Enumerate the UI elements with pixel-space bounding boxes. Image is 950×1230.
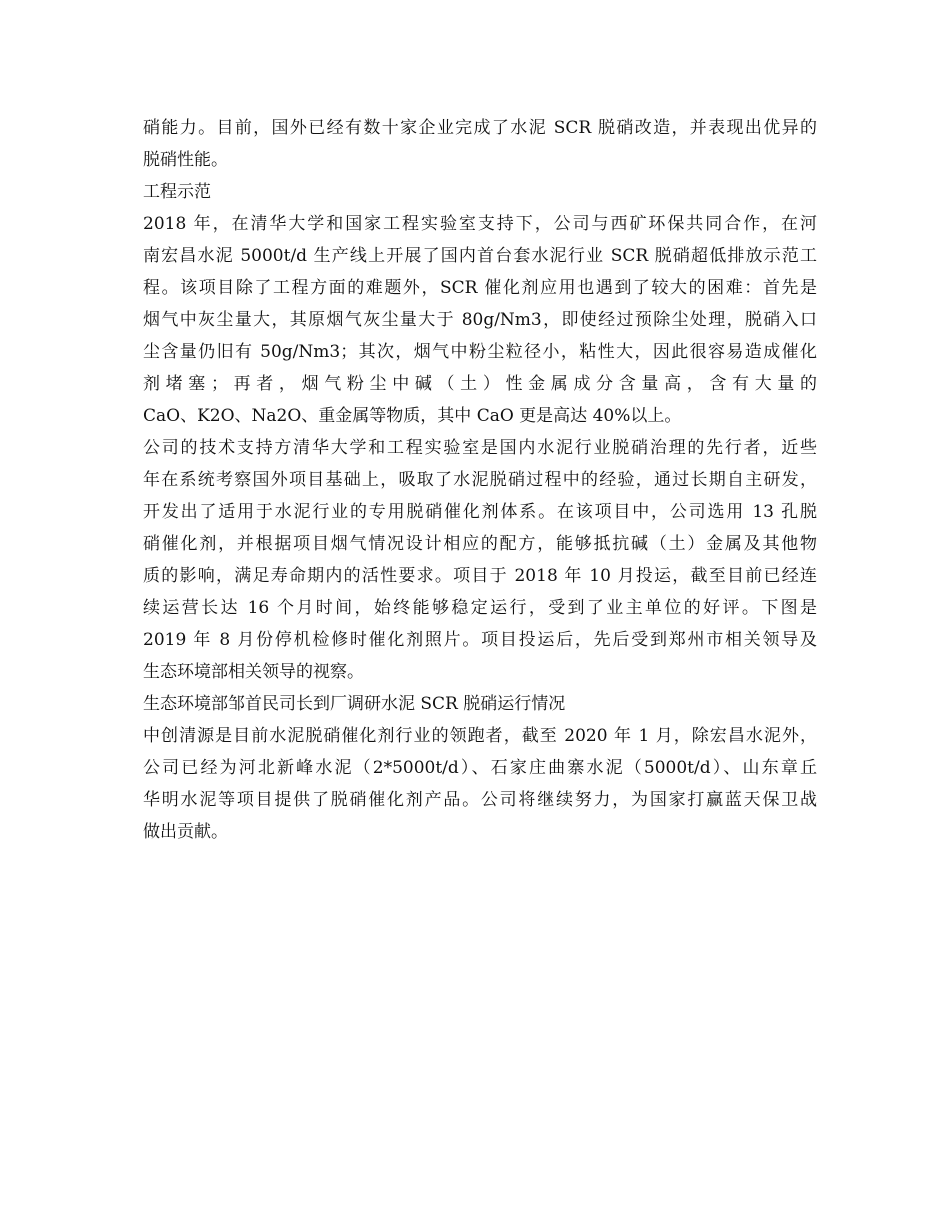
text-line: 尘含量仍旧有 50g/Nm3；其次，烟气中粉尘粒径小，粘性大，因此很容易造成催化: [143, 342, 817, 362]
text-line: 做出贡献。: [143, 822, 228, 842]
text-line: 烟气中灰尘量大，其原烟气灰尘量大于 80g/Nm3，即使经过预除尘处理，脱硝入口: [143, 310, 817, 330]
text-line: 硝能力。目前，国外已经有数十家企业完成了水泥 SCR 脱硝改造，并表现出优异的: [143, 118, 817, 138]
paragraph-conclusion: [143, 720, 817, 848]
text-line: CaO、K2O、Na2O、重金属等物质，其中 CaO 更是高达 40%以上。: [143, 406, 682, 426]
document-body: [143, 112, 817, 848]
text-line: 年在系统考察国外项目基础上，吸取了水泥脱硝过程中的经验，通过长期自主研发，: [143, 470, 817, 490]
text-line: 剂堵塞；再者，烟气粉尘中碱（土）性金属成分含量高，含有大量的: [143, 374, 817, 394]
text-line: 中创清源是目前水泥脱硝催化剂行业的领跑者，截至 2020 年 1 月，除宏昌水泥外，: [143, 726, 817, 746]
image-caption: [143, 688, 817, 720]
text-line: 续运营长达 16 个月时间，始终能够稳定运行，受到了业主单位的好评。下图是: [143, 598, 817, 618]
text-line: 程。该项目除了工程方面的难题外，SCR 催化剂应用也遇到了较大的困难：首先是: [143, 278, 817, 298]
text-line: 脱硝性能。: [143, 150, 228, 170]
caption-text: 生态环境部邹首民司长到厂调研水泥 SCR 脱硝运行情况: [143, 694, 566, 714]
text-line: 2018 年，在清华大学和国家工程实验室支持下，公司与西矿环保共同合作，在河: [143, 214, 817, 234]
section-heading: [143, 176, 817, 208]
text-line: 公司已经为河北新峰水泥（2*5000t/d）、石家庄曲寨水泥（5000t/d）、山东章丘: [143, 758, 817, 778]
text-line: 质的影响，满足寿命期内的活性要求。项目于 2018 年 10 月投运，截至目前已经连: [143, 566, 817, 586]
paragraph-project-description: [143, 208, 817, 432]
paragraph-intro-tail: [143, 112, 817, 176]
paragraph-tech-support: [143, 432, 817, 688]
text-line: 南宏昌水泥 5000t/d 生产线上开展了国内首台套水泥行业 SCR 脱硝超低排放示范工: [143, 246, 817, 266]
text-line: 公司的技术支持方清华大学和工程实验室是国内水泥行业脱硝治理的先行者，近些: [143, 438, 817, 458]
text-line: 2019 年 8 月份停机检修时催化剂照片。项目投运后，先后受到郑州市相关领导及: [143, 630, 817, 650]
text-line: 硝催化剂，并根据项目烟气情况设计相应的配方，能够抵抗碱（土）金属及其他物: [143, 534, 817, 554]
text-line: 华明水泥等项目提供了脱硝催化剂产品。公司将继续努力，为国家打赢蓝天保卫战: [143, 790, 817, 810]
text-line: 开发出了适用于水泥行业的专用脱硝催化剂体系。在该项目中，公司选用 13 孔脱: [143, 502, 817, 522]
heading-text: 工程示范: [143, 182, 211, 202]
text-line: 生态环境部相关领导的视察。: [143, 662, 364, 682]
